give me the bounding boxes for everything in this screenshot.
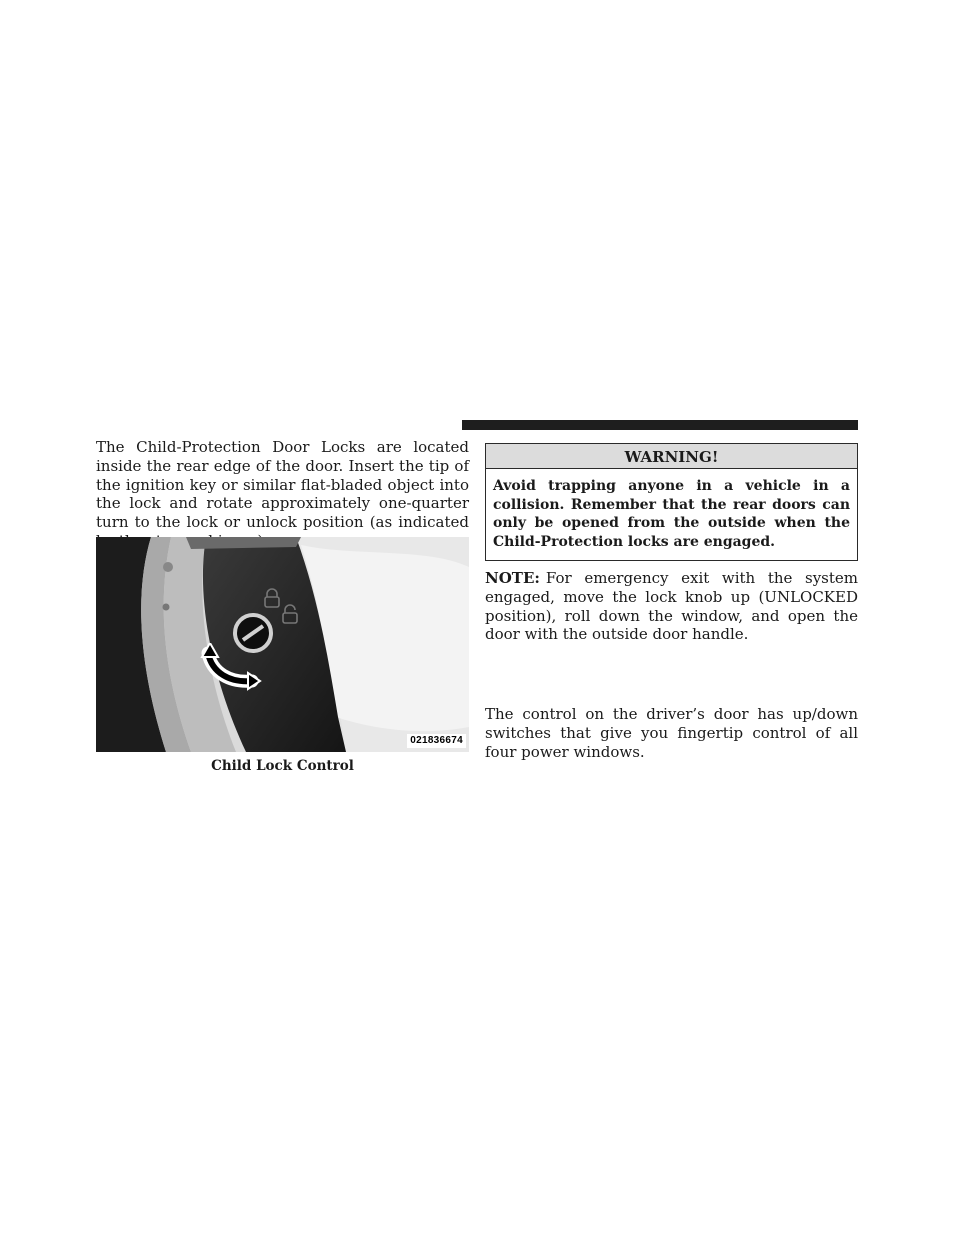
child-lock-description: The Child-Protection Door Locks are located inside the rear edge of the door. Insert the tip of the ignition key or similar flat-bladed object into the lock and rotate approximately one-quarter turn to the lock or unlock position (as indicated [96, 438, 469, 532]
figure-caption: Child Lock Control [211, 758, 354, 774]
door-edge-illustration [96, 537, 469, 752]
note-paragraph [485, 569, 858, 644]
rotate-arrow-icon [200, 643, 262, 691]
warning-box [485, 443, 858, 561]
figure-code-label: 021836674 [407, 734, 466, 748]
section-header-bar [462, 420, 858, 430]
power-windows-description: The control on the driver’s door has up/down switches that give you fingertip control of all four power windows. [485, 705, 858, 761]
lock-open-icon [279, 603, 301, 625]
note-text: For emergency exit with the system engaged, move the lock knob up (UNLOCKED position), roll down the window, and open the door with the outside door handle. [485, 569, 858, 644]
warning-title: WARNING! [486, 444, 857, 469]
child-lock-figure [96, 537, 469, 752]
warning-body: Avoid trapping anyone in a vehicle in a collision. Remember that the rear doors can only be opened from the outside when the Child-Protection locks are engaged. [493, 478, 850, 550]
note-label: NOTE: [485, 569, 540, 587]
